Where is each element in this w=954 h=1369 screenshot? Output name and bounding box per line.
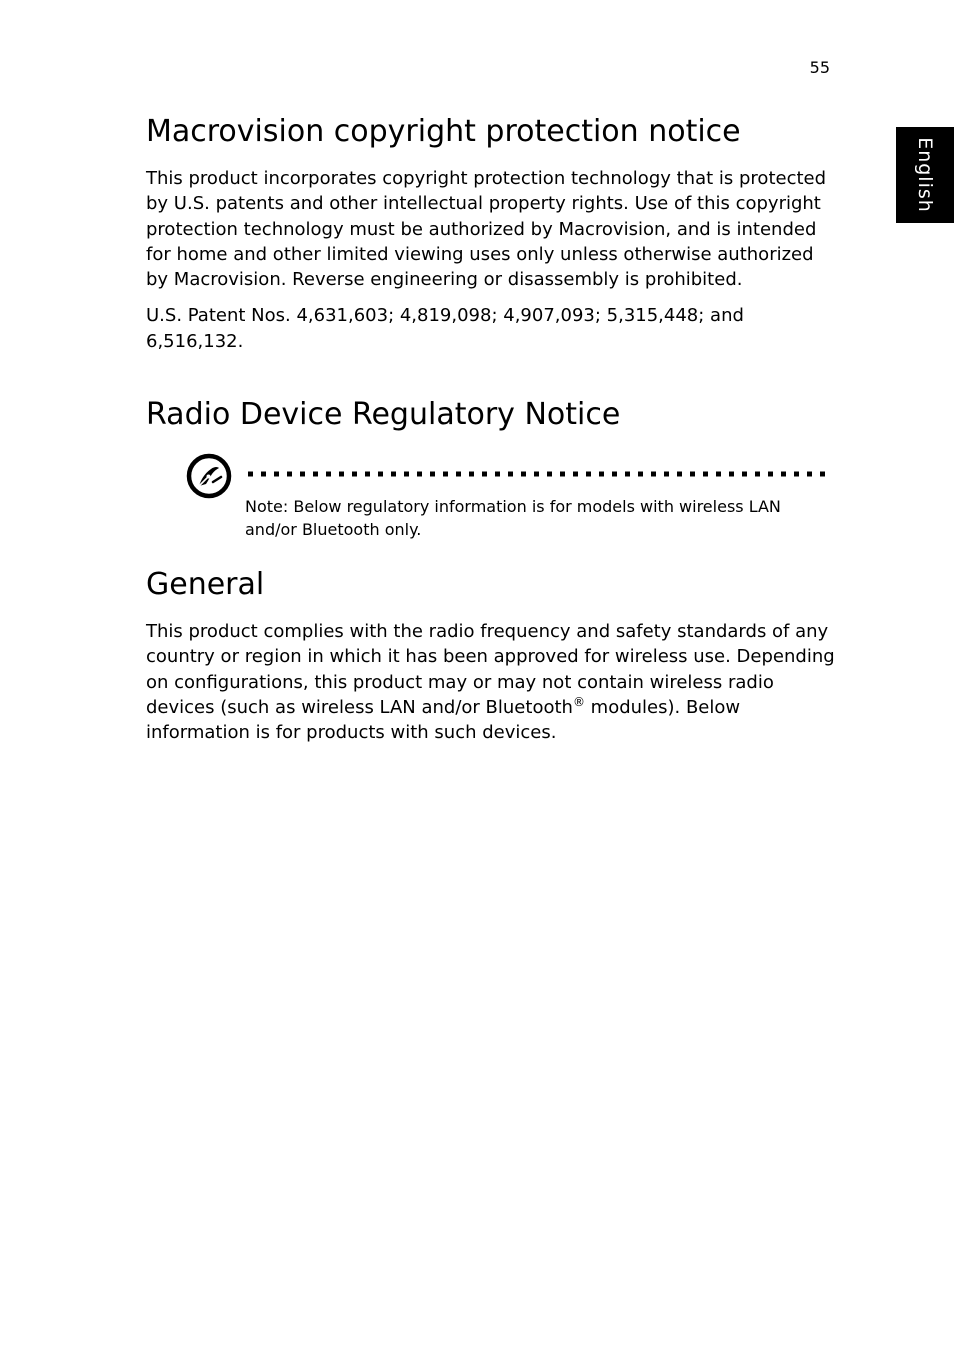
general-paragraph-text: This product complies with the radio frequency and safety standards of any country or region in which it has been approved for wireless use. Depending on configurations, this product may or may not contain wireless radio devices (such as wireless LAN and/or Bluetooth xyxy=(146,621,835,718)
note-body: : Below regulatory information is for models with wireless LAN and/or Bluetooth only. xyxy=(245,497,781,540)
general-heading: General xyxy=(146,567,265,603)
note-text xyxy=(245,495,805,541)
radio-heading: Radio Device Regulatory Notice xyxy=(146,397,621,433)
macrovision-heading: Macrovision copyright protection notice xyxy=(146,114,741,149)
general-paragraph xyxy=(146,619,836,745)
general-paragraph-end: modules). Below information is for products with such devices. xyxy=(146,696,741,744)
note-divider-dots xyxy=(246,471,830,477)
language-tab-label: English xyxy=(914,137,936,213)
note-label: Note xyxy=(245,497,283,517)
registered-mark: ® xyxy=(572,694,585,709)
macrovision-paragraph: This product incorporates copyright protection technology that is protected by U.S. patents and other intellectual property rights. Use of this copyright protection technology must be authorized by Macrovision, and is intended for home and other limited viewing uses only unless otherwise authorized by Macrovision. Reverse engineering or disassembly is prohibited. xyxy=(146,168,827,291)
page-content xyxy=(146,112,836,757)
page-number: 55 xyxy=(809,58,830,77)
note-block xyxy=(146,449,836,549)
note-pen-icon xyxy=(186,453,232,499)
patent-numbers-paragraph: U.S. Patent Nos. 4,631,603; 4,819,098; 4,907,093; 5,315,448; and 6,516,132. xyxy=(146,305,744,352)
language-tab xyxy=(896,127,954,223)
